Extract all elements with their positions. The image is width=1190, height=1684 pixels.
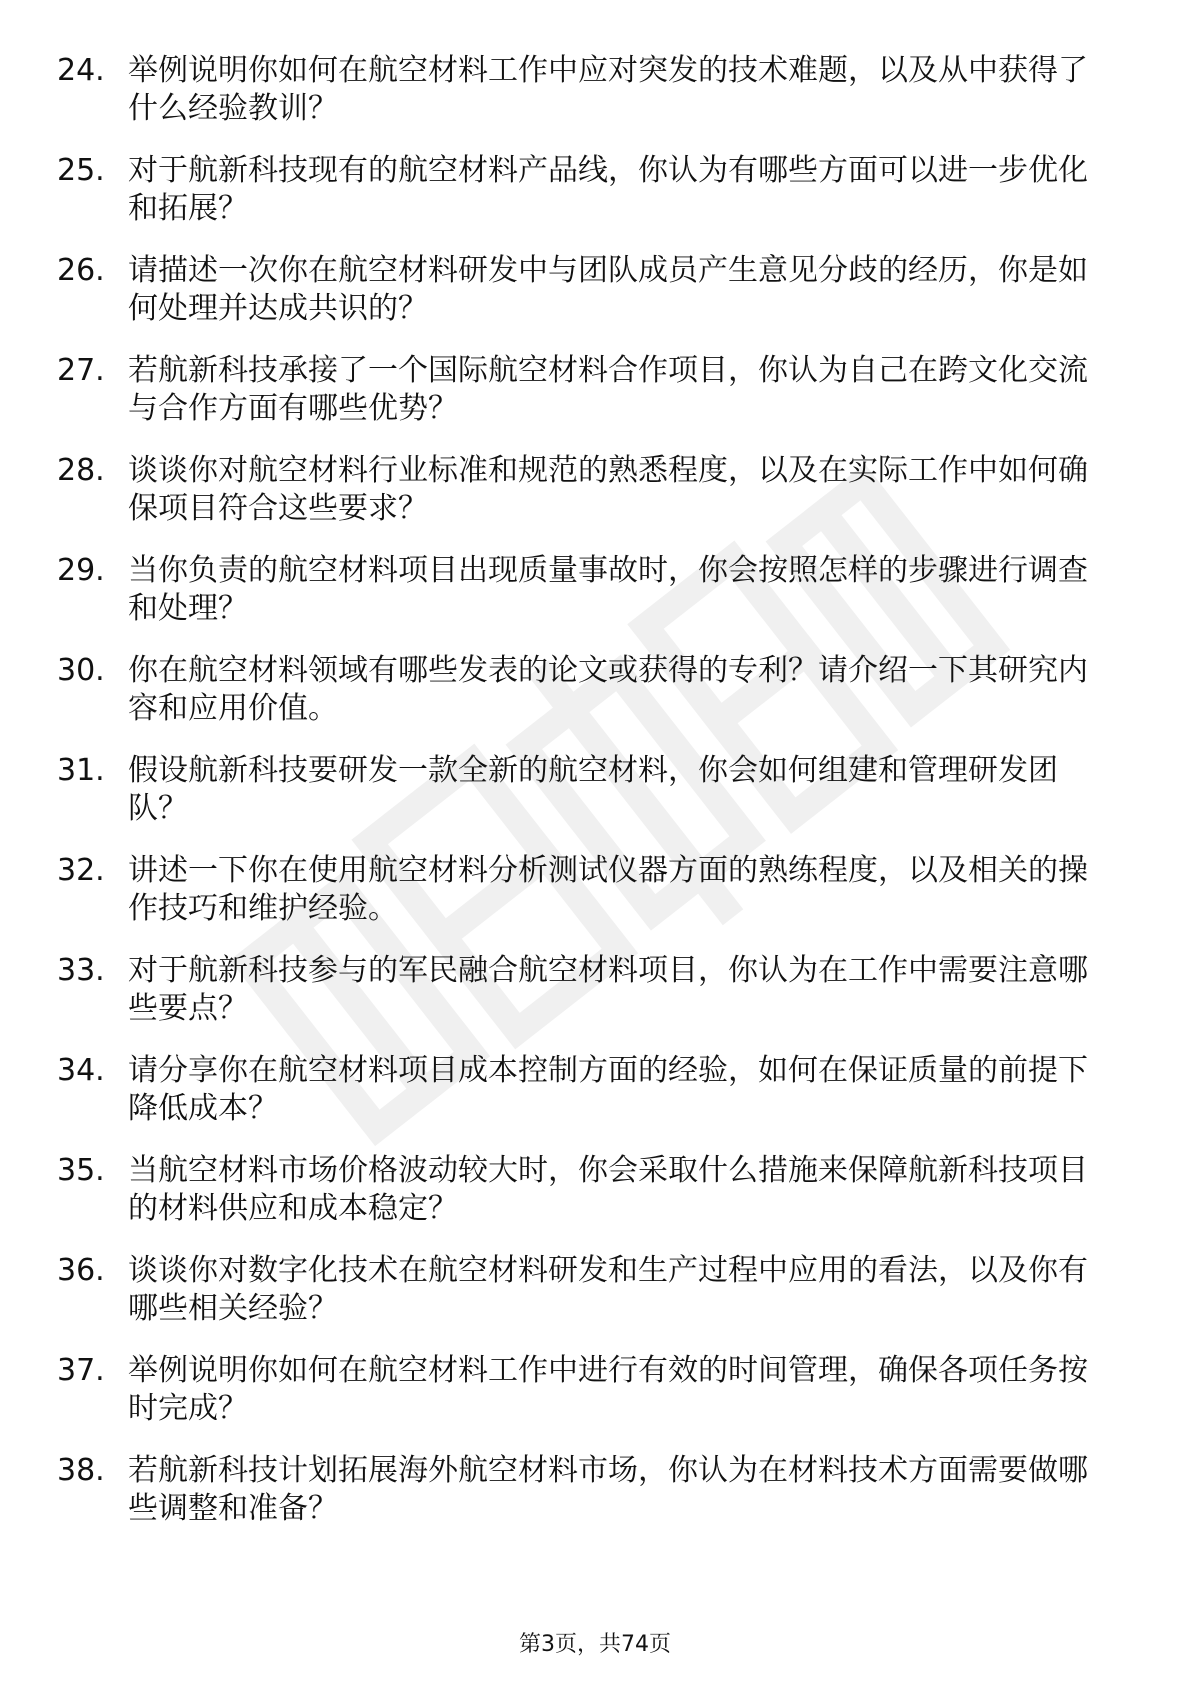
question-item [57,652,1117,752]
question-text: 若航新科技计划拓展海外航空材料市场，你认为在材料技术方面需要做哪些调整和准备？ [128,1453,1088,1526]
question-text: 请分享你在航空材料项目成本控制方面的经验，如何在保证质量的前提下降低成本？ [128,1053,1088,1126]
question-number: 37. [57,1353,105,1388]
question-number: 32. [57,853,105,888]
question-item [57,952,1117,1052]
question-item [57,752,1117,852]
question-number: 27. [57,353,105,388]
question-number: 29. [57,553,105,588]
question-item [57,1152,1117,1252]
question-item [57,252,1117,352]
question-text: 请描述一次你在航空材料研发中与团队成员产生意见分歧的经历，你是如何处理并达成共识的？ [128,253,1088,326]
question-text: 当你负责的航空材料项目出现质量事故时，你会按照怎样的步骤进行调查和处理？ [128,553,1088,626]
question-item [57,852,1117,952]
question-text: 若航新科技承接了一个国际航空材料合作项目，你认为自己在跨文化交流与合作方面有哪些优势？ [128,353,1088,426]
question-number: 25. [57,153,105,188]
question-list [57,52,1117,1552]
question-number: 34. [57,1053,105,1088]
question-text: 对于航新科技参与的军民融合航空材料项目，你认为在工作中需要注意哪些要点？ [128,953,1088,1026]
question-number: 36. [57,1253,105,1288]
question-number: 28. [57,453,105,488]
question-number: 24. [57,53,105,88]
page-number-footer: 第3页，共74页 [519,1632,671,1657]
question-text: 讲述一下你在使用航空材料分析测试仪器方面的熟练程度，以及相关的操作技巧和维护经验。 [128,853,1088,926]
question-item [57,1452,1117,1552]
question-number: 35. [57,1153,105,1188]
question-item [57,1252,1117,1352]
question-number: 26. [57,253,105,288]
question-number: 38. [57,1453,105,1488]
question-item [57,352,1117,452]
question-item [57,452,1117,552]
question-number: 30. [57,653,105,688]
question-text: 对于航新科技现有的航空材料产品线，你认为有哪些方面可以进一步优化和拓展？ [128,153,1088,226]
question-item [57,52,1117,152]
question-item [57,1352,1117,1452]
question-item [57,552,1117,652]
question-text: 谈谈你对航空材料行业标准和规范的熟悉程度，以及在实际工作中如何确保项目符合这些要求？ [128,453,1088,526]
question-text: 举例说明你如何在航空材料工作中进行有效的时间管理，确保各项任务按时完成？ [128,1353,1088,1426]
question-text: 假设航新科技要研发一款全新的航空材料，你会如何组建和管理研发团队？ [128,753,1058,826]
question-text: 谈谈你对数字化技术在航空材料研发和生产过程中应用的看法，以及你有哪些相关经验？ [128,1253,1088,1326]
question-item [57,1052,1117,1152]
question-item [57,152,1117,252]
question-text: 你在航空材料领域有哪些发表的论文或获得的专利？请介绍一下其研究内容和应用价值。 [128,653,1088,726]
question-number: 33. [57,953,105,988]
question-text: 举例说明你如何在航空材料工作中应对突发的技术难题，以及从中获得了什么经验教训？ [128,53,1088,126]
question-number: 31. [57,753,105,788]
question-text: 当航空材料市场价格波动较大时，你会采取什么措施来保障航新科技项目的材料供应和成本稳定？ [128,1153,1088,1226]
